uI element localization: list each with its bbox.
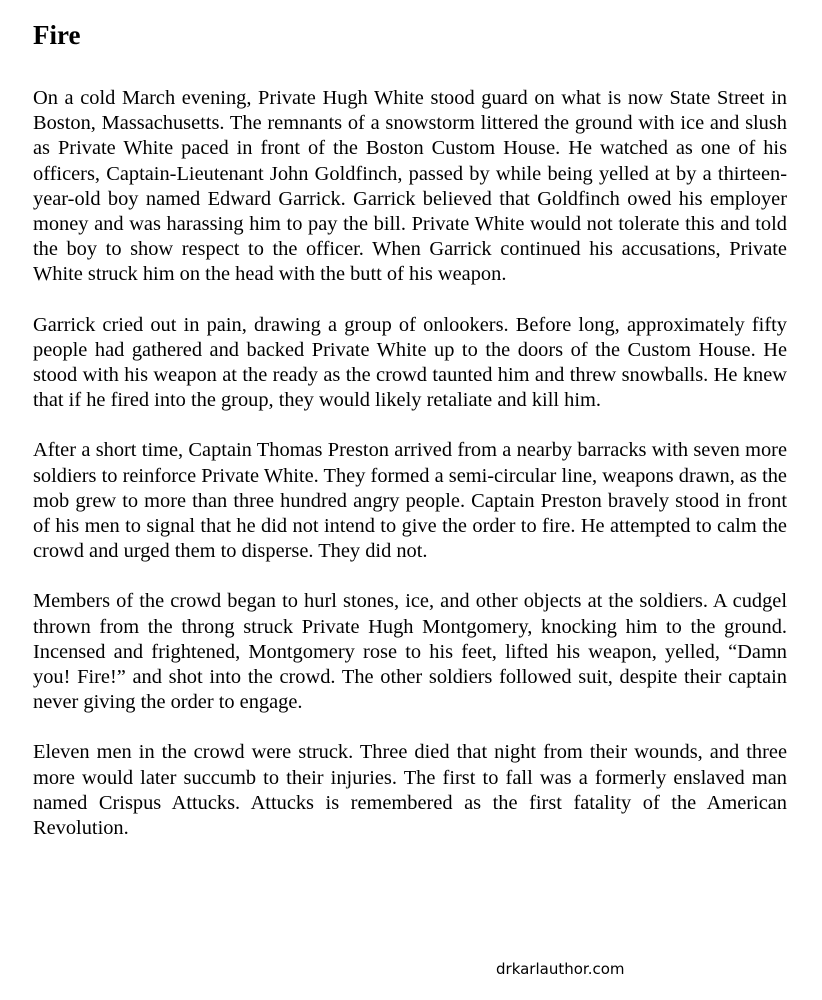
paragraph: Garrick cried out in pain, drawing a group of onlookers. Before long, approximately fifty people had gathered and backed Private White up to the doors of the Custom House. He stood with his weapon at the ready as the crowd taunted him and threw snowballs. He knew that if he fired into the group, they would likely retaliate and kill him.: [33, 313, 787, 412]
paragraph: After a short time, Captain Thomas Preston arrived from a nearby barracks with seven more soldiers to reinforce Private White. They formed a semi-circular line, weapons drawn, as the mob grew to more than three hundred angry people. Captain Preston bravely stood in front of his men to signal that he did not intend to give the order to fire. He attempted to calm the crowd and urged them to disperse. They did not.: [33, 439, 787, 563]
page-title: Fire: [33, 20, 81, 50]
paragraph: Members of the crowd began to hurl stones, ice, and other objects at the soldiers. A cudgel thrown from the throng struck Private Hugh Montgomery, knocking him to the ground. Incensed and frightened, Montgomery rose to his feet, lifted his weapon, yelled, “Damn you! Fire!” and shot into the crowd. The other soldiers followed suit, despite their captain never giving the order to engage.: [33, 590, 787, 714]
paragraph: Eleven men in the crowd were struck. Three died that night from their wounds, and three more would later succumb to their injuries. The first to fall was a formerly enslaved man named Crispus Attucks. Attucks is remembered as the first fatality of the American Revolution.: [33, 741, 787, 840]
footer-website: drkarlauthor.com: [496, 960, 625, 978]
document-page: [33, 18, 787, 866]
paragraph: On a cold March evening, Private Hugh White stood guard on what is now State Street in Boston, Massachusetts. The remnants of a snowstorm littered the ground with ice and slush as Private White paced in front of the Boston Custom House. He watched as one of his officers, Captain-Lieutenant John Goldfinch, passed by while being yelled at by a thirteen-year-old boy named Edward Garrick. Garrick believed that Goldfinch owed his employer money and was harassing him to pay the bill. Private White would not tolerate this and told the boy to show respect to the officer. When Garrick continued his accusations, Private White struck him on the head with the butt of his weapon.: [33, 87, 787, 286]
